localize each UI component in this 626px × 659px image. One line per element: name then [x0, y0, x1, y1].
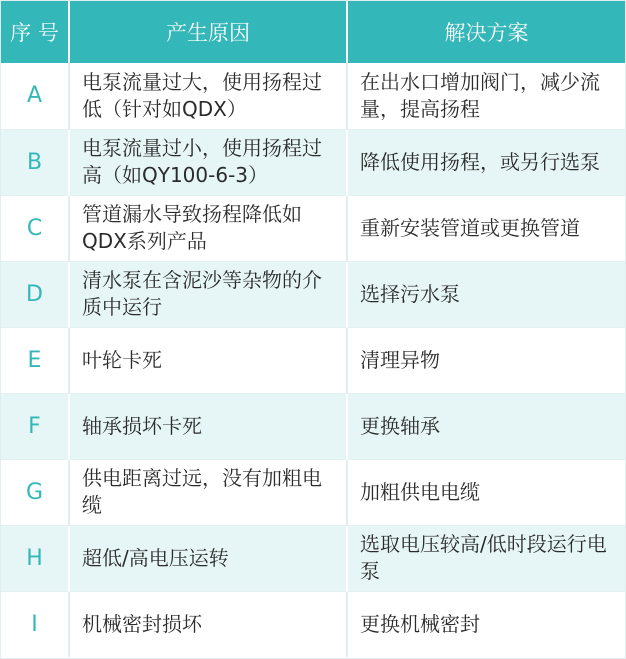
row-id: F	[1, 393, 69, 459]
table-row	[1, 393, 625, 459]
row-solution: 更换轴承	[347, 393, 625, 459]
table-row	[1, 525, 625, 591]
table-row	[1, 327, 625, 393]
row-id: B	[1, 129, 69, 195]
row-cause: 电泵流量过大，使用扬程过低（针对如QDX）	[69, 63, 347, 129]
troubleshooting-table	[1, 1, 625, 657]
row-cause: 轴承损坏卡死	[69, 393, 347, 459]
row-solution: 更换机械密封	[347, 591, 625, 657]
row-cause: 超低/高电压运转	[69, 525, 347, 591]
header-number: 序 号	[10, 21, 59, 45]
row-solution: 加粗供电电缆	[347, 459, 625, 525]
row-cause: 供电距离过远，没有加粗电缆	[69, 459, 347, 525]
header-solution: 解决方案	[347, 1, 625, 63]
table-row	[1, 261, 625, 327]
table-body	[1, 63, 625, 657]
row-cause: 管道漏水导致扬程降低如QDX系列产品	[69, 195, 347, 261]
row-cause: 叶轮卡死	[69, 327, 347, 393]
header-row	[1, 1, 625, 63]
header-cause: 产生原因	[69, 1, 347, 63]
row-id: G	[1, 459, 69, 525]
table-row	[1, 129, 625, 195]
row-solution: 选取电压较高/低时段运行电泵	[347, 525, 625, 591]
row-solution: 降低使用扬程，或另行选泵	[347, 129, 625, 195]
row-solution: 清理异物	[347, 327, 625, 393]
table-row	[1, 195, 625, 261]
row-solution: 在出水口增加阀门，减少流量，提高扬程	[347, 63, 625, 129]
row-cause: 机械密封损坏	[69, 591, 347, 657]
row-solution: 重新安装管道或更换管道	[347, 195, 625, 261]
row-cause: 电泵流量过小，使用扬程过高（如QY100-6-3）	[69, 129, 347, 195]
table-row	[1, 63, 625, 129]
row-id: I	[1, 591, 69, 657]
row-id: A	[26, 83, 43, 109]
row-id: C	[1, 195, 69, 261]
table-row	[1, 591, 625, 657]
row-cause: 清水泵在含泥沙等杂物的介质中运行	[69, 261, 347, 327]
row-id: E	[1, 327, 69, 393]
row-solution: 选择污水泵	[347, 261, 625, 327]
row-id: D	[1, 261, 69, 327]
row-id: H	[1, 525, 69, 591]
table-header	[1, 1, 625, 63]
table-row	[1, 459, 625, 525]
